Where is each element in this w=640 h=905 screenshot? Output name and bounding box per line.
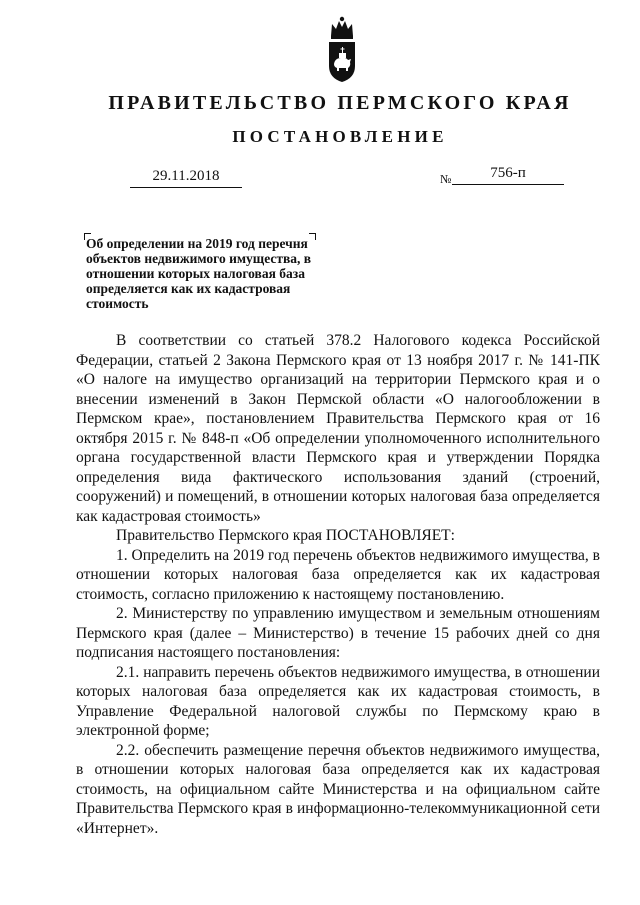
body-paragraph-item-1: 1. Определить на 2019 год перечень объектов недвижимого имущества, в отношении которых налоговая база определяется как их кадастровая стоимость, согласно приложению к настоящему постановлению. — [76, 546, 600, 603]
document-number: 756-п — [452, 163, 564, 185]
body-paragraph-item-2-2: 2.2. обеспечить размещение перечня объектов недвижимого имущества, в отношении которых налоговая база определяется как их кадастровая стоимость, на официальном сайте Министерства и на официальном сайте Правительства Пермского края в информационно-телекоммуникационной сети «Интернет». — [76, 741, 600, 837]
document-body — [76, 331, 600, 838]
perm-krai-coat-of-arms-icon — [327, 14, 357, 84]
document-subject: Об определении на 2019 год перечня объектов недвижимого имущества, в отношении которых налоговая база определяется как их кадастровая стоимость — [86, 236, 312, 311]
body-paragraph-item-2-1: 2.1. направить перечень объектов недвижимого имущества, в отношении которых налоговая база определяется как их кадастровая стоимость, в Управление Федеральной налоговой службы по Пермскому краю в электронной форме; — [76, 663, 600, 739]
body-paragraph-item-2: 2. Министерству по управлению имуществом и земельным отношениям Пермского края (далее – Министерство) в течение 15 рабочих дней со дня подписания настоящего постановления: — [76, 605, 600, 661]
number-label: № — [440, 172, 452, 186]
document-type: ПОСТАНОВЛЕНИЕ — [232, 127, 448, 146]
body-paragraph-decree: Правительство Пермского края ПОСТАНОВЛЯЕТ: — [116, 527, 455, 544]
body-paragraph-preamble: В соответствии со статьей 378.2 Налогового кодекса Российской Федерации, статьей 2 Закона Пермского края от 13 ноября 2017 г. № 141-ПК «О налоге на имущество организаций на территории Пермского края и о внесении изменений в Закон Пермской области «О налогообложении в Пермском крае», постановлением Правительства Пермского края от 16 октября 2015 г. № 848-п «Об определении уполномоченного исполнительного органа государственной власти Пермского края и утверждении Порядка определения вида фактического использования зданий (строений, сооружений) и помещений, в отношении которых налоговая база определяется как кадастровая стоимость» — [76, 332, 600, 525]
document-date: 29.11.2018 — [130, 166, 242, 188]
government-title: ПРАВИТЕЛЬСТВО ПЕРМСКОГО КРАЯ — [108, 92, 572, 114]
